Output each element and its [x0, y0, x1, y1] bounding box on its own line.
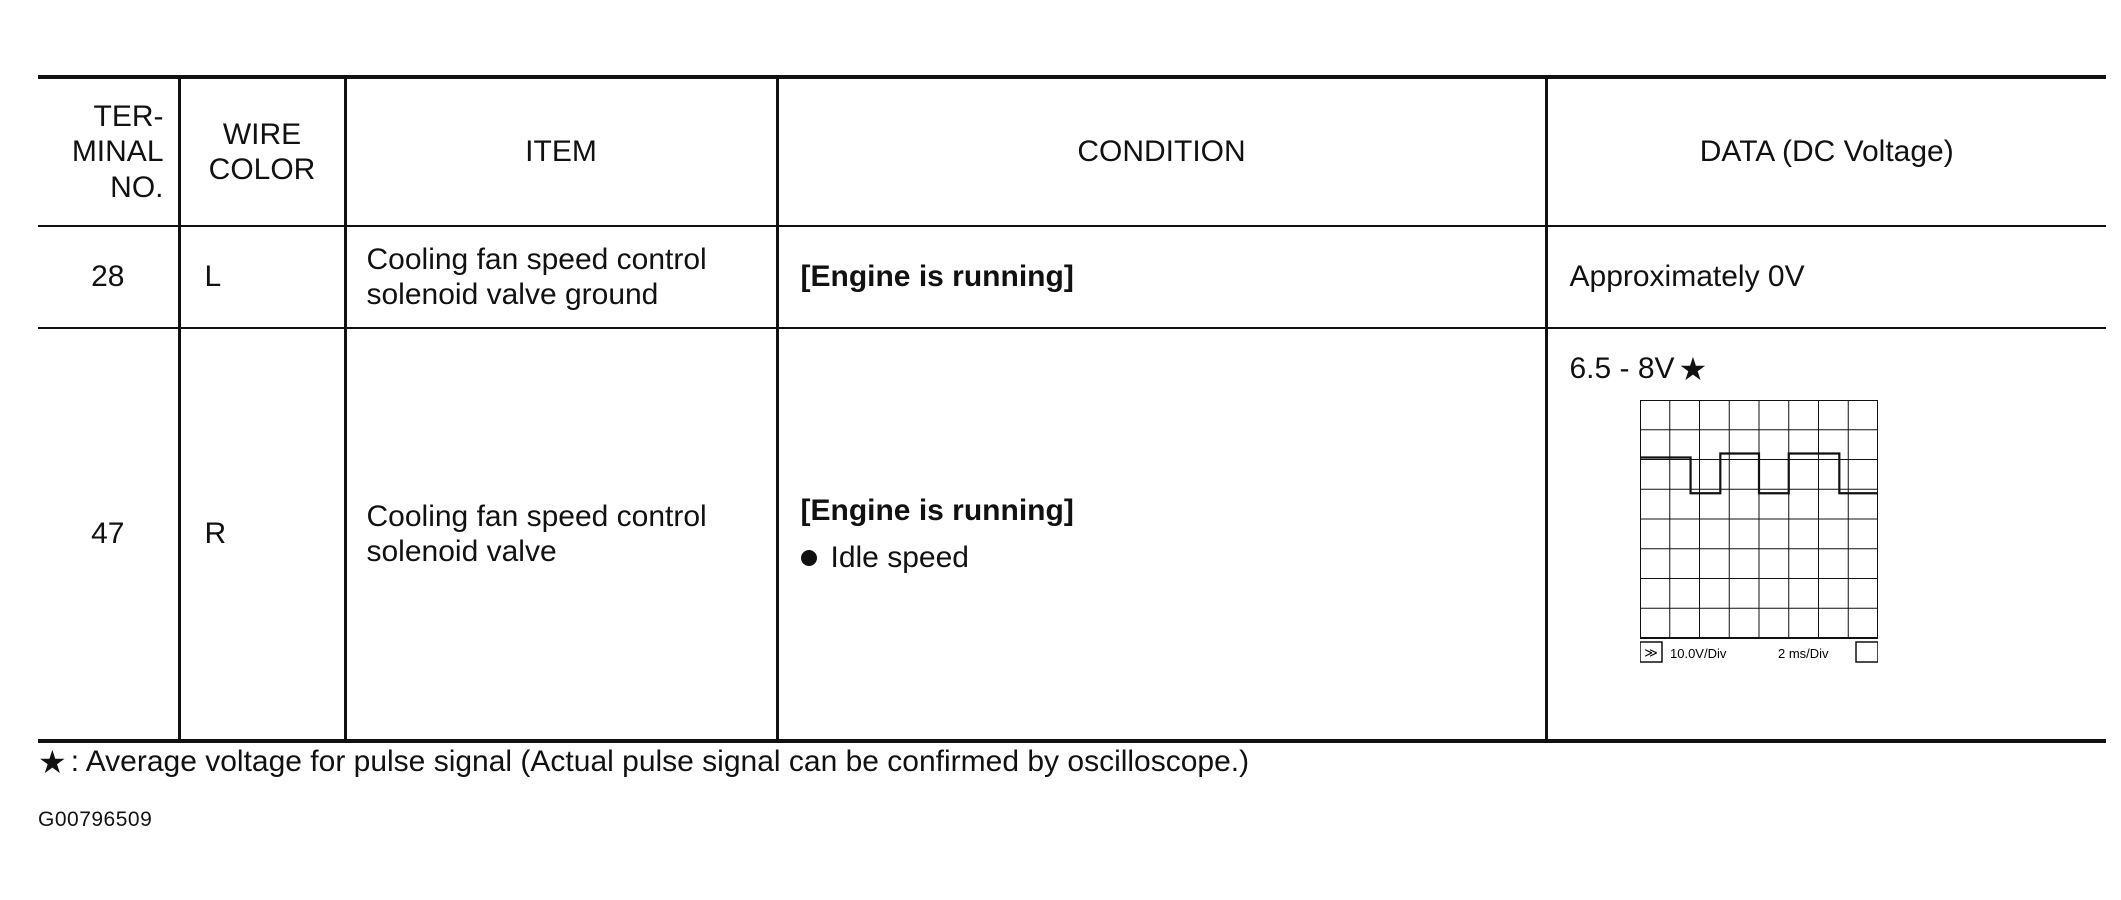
condition-cell	[777, 328, 1546, 741]
oscilloscope-waveform	[1640, 400, 1878, 670]
condition-bullet-item	[801, 540, 1545, 575]
oscilloscope-grid	[1640, 400, 1878, 638]
scope-time-div-label: 2 ms/Div	[1777, 646, 1829, 662]
footnote	[38, 745, 1249, 779]
condition-cell	[777, 226, 1546, 328]
item-line-2: solenoid valve ground	[366, 278, 659, 311]
header-wire-line-1: WIRE	[222, 117, 302, 151]
footnote-text: : Average voltage for pulse signal (Actual pulse signal can be confirmed by oscilloscope.)	[70, 745, 1250, 778]
scope-arrow-icon: ≫	[1643, 646, 1658, 662]
terminal-cell: 47	[38, 328, 179, 741]
header-terminal-line-3: NO.	[110, 170, 164, 204]
data-cell: Approximately 0V	[1546, 226, 2106, 328]
item-line-1: Cooling fan speed control	[366, 499, 707, 533]
item-line-2: solenoid valve	[366, 535, 557, 568]
condition-bullet-text: Idle speed	[830, 541, 969, 574]
condition-title: [Engine is running]	[800, 493, 1074, 527]
condition-title: [Engine is running]	[800, 260, 1074, 294]
item-line-1: Cooling fan speed control	[366, 242, 707, 276]
header-item: ITEM	[345, 77, 777, 226]
scope-volt-div-label: 10.0V/Div	[1669, 646, 1726, 662]
wire-color-cell: L	[179, 226, 345, 328]
voltage-value: 6.5 - 8V	[1569, 352, 1675, 385]
header-terminal-line-2: MINAL	[71, 135, 164, 169]
table-row	[38, 328, 2106, 741]
data-cell	[1546, 328, 2106, 741]
header-terminal-line-1: TER-	[93, 99, 164, 133]
figure-code: G00796509	[38, 808, 153, 831]
bullet-icon	[801, 550, 817, 566]
terminal-cell: 28	[38, 226, 179, 328]
table-row	[38, 226, 2106, 328]
wire-color-cell: R	[179, 328, 345, 741]
header-condition: CONDITION	[777, 77, 1546, 226]
header-data: DATA (DC Voltage)	[1546, 77, 2106, 226]
item-cell	[345, 226, 777, 328]
header-wire-color	[179, 77, 345, 226]
header-terminal-no	[38, 77, 179, 226]
terminal-spec-table	[38, 75, 2106, 743]
star-icon: ★	[1678, 350, 1708, 387]
table-header-row	[38, 77, 2106, 226]
scope-blank-box	[1856, 642, 1878, 662]
item-cell	[345, 328, 777, 741]
voltage-line	[1570, 351, 2107, 386]
header-wire-line-2: COLOR	[208, 153, 316, 186]
star-icon: ★	[38, 744, 67, 780]
